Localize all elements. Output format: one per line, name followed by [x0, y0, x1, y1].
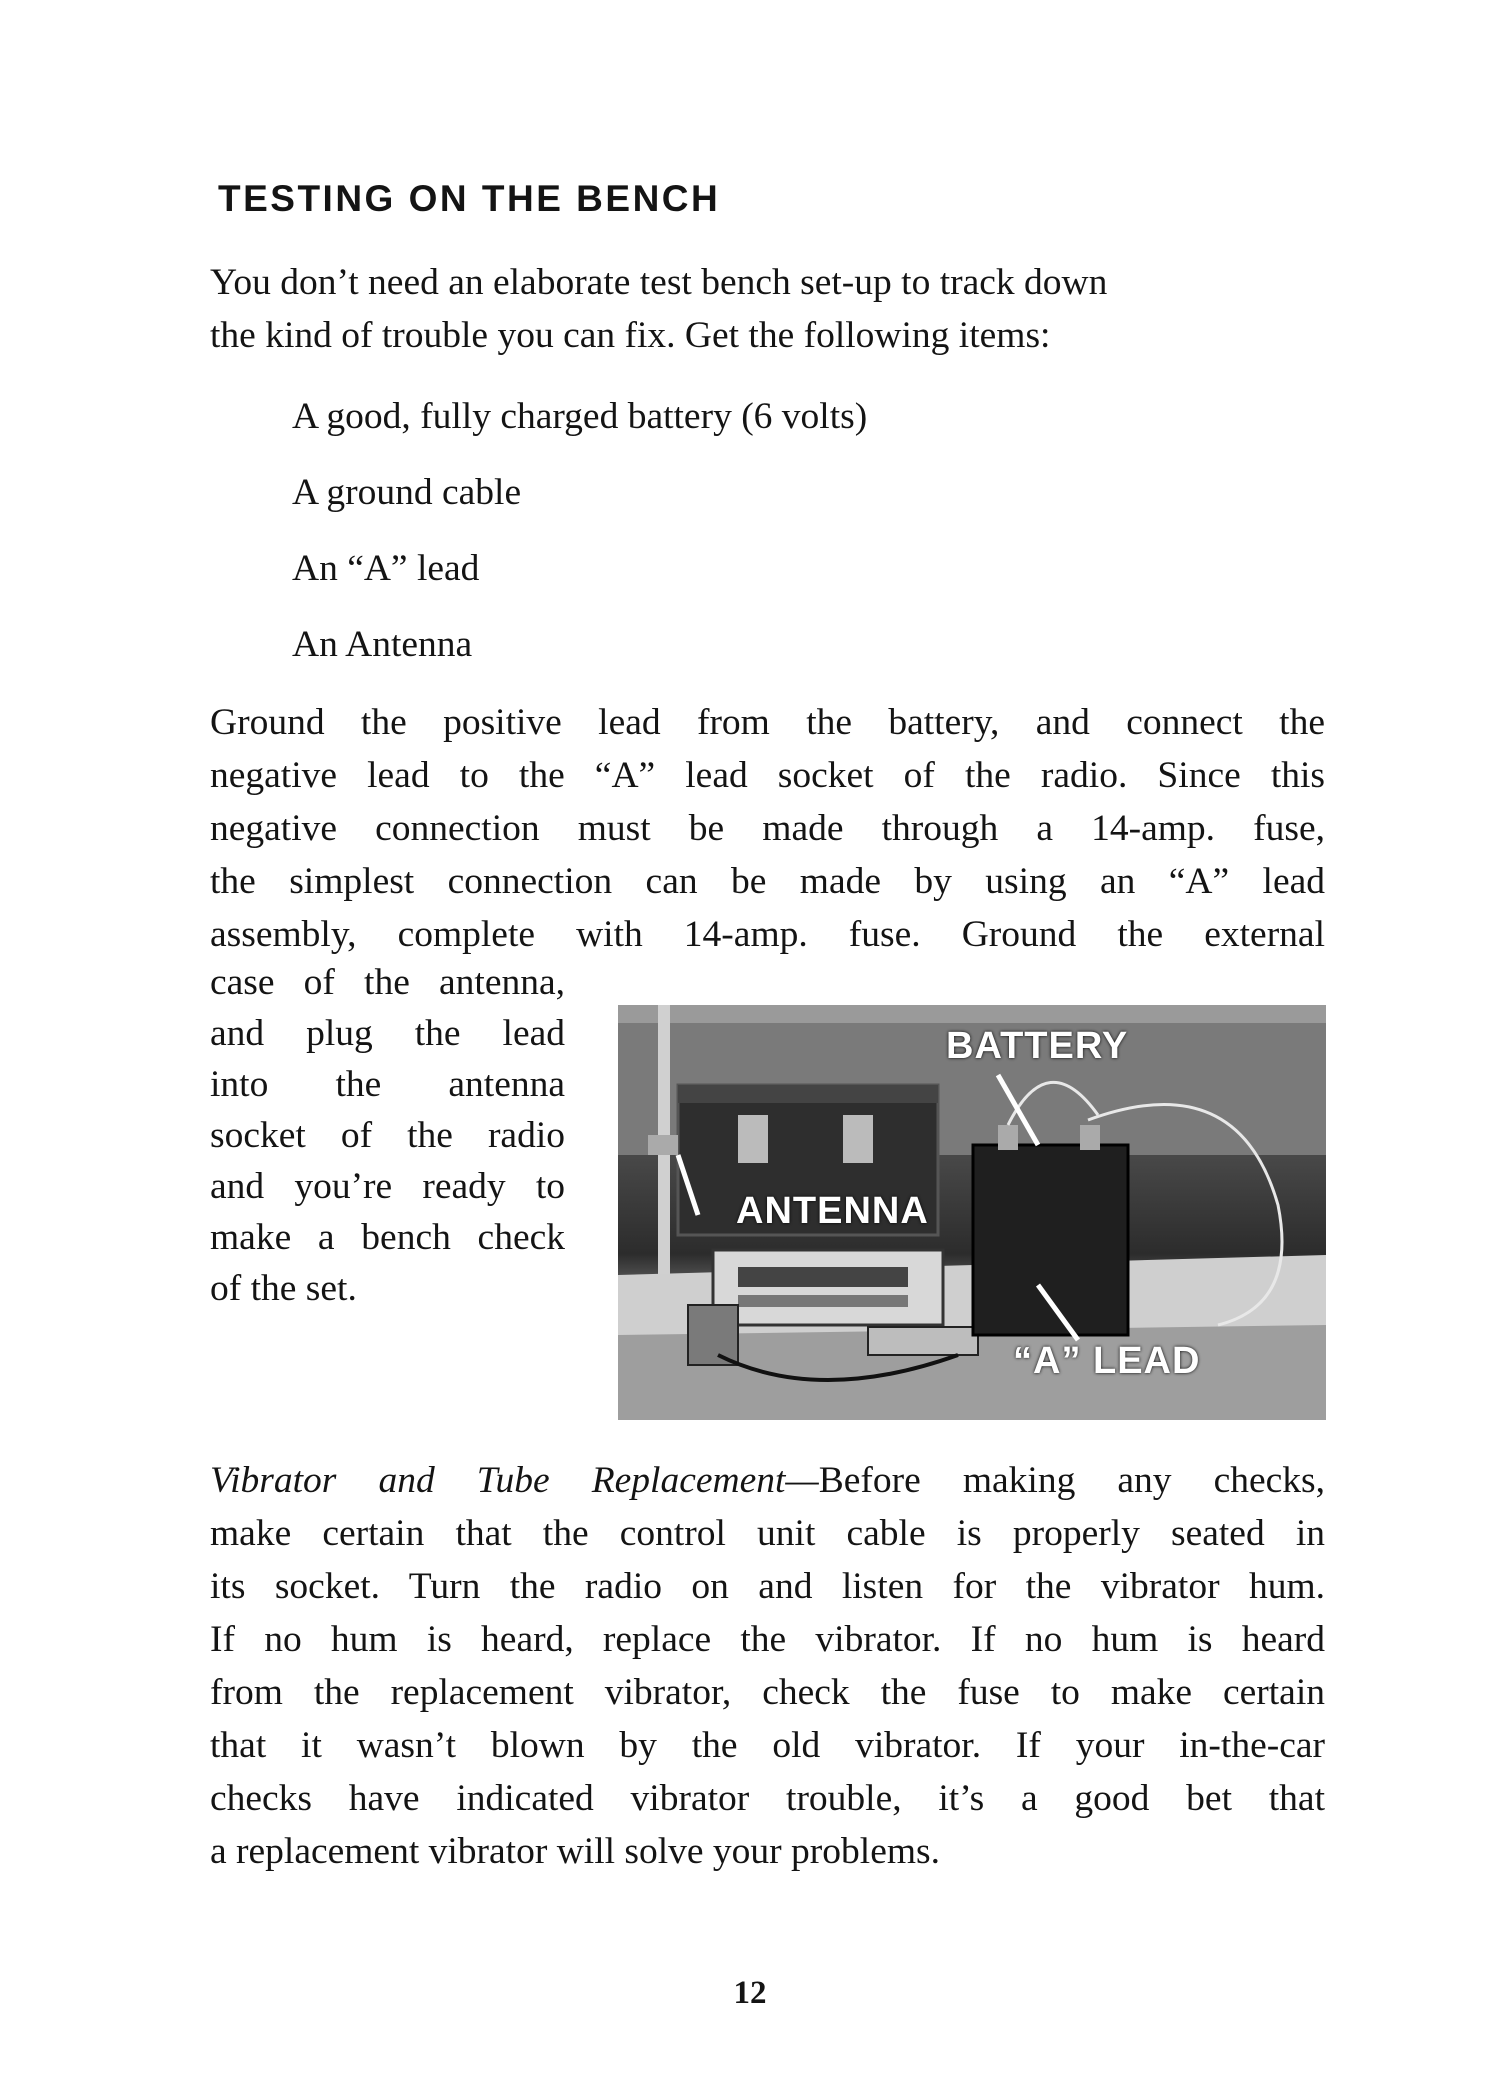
paragraph-line: If no hum is heard, replace the vibrator. If no hum is heard [210, 1619, 1325, 1660]
paragraph-line: make certain that the control unit cable is properly seated in [210, 1513, 1325, 1554]
paragraph-line: negative lead to the “A” lead socket of the radio. Since this [210, 755, 1325, 796]
paragraph-line: case of the antenna, [210, 962, 565, 1003]
list-item: An Antenna [292, 624, 473, 665]
intro-line: the kind of trouble you can fix. Get the following items: [210, 315, 1051, 356]
list-item: An “A” lead [292, 548, 480, 589]
vibrator-paragraph [210, 1454, 1325, 1878]
list-item: A good, fully charged battery (6 volts) [292, 396, 868, 437]
paragraph-line: that it wasn’t blown by the old vibrator. If your in-the-car [210, 1725, 1325, 1766]
paragraph-line: and plug the lead [210, 1013, 565, 1054]
paragraph-line: of the set. [210, 1268, 357, 1309]
paragraph-line: a replacement vibrator will solve your problems. [210, 1831, 940, 1872]
intro-line: You don’t need an elaborate test bench set-up to track down [210, 262, 1108, 303]
paragraph-line: and you’re ready to [210, 1166, 565, 1207]
connection-paragraph [210, 696, 1325, 961]
paragraph-line: make a bench check [210, 1217, 565, 1258]
paragraph-line: checks have indicated vibrator trouble, it’s a good bet that [210, 1778, 1325, 1819]
bench-setup-photo [618, 1005, 1326, 1420]
a-lead-label: “A” LEAD [1013, 1340, 1201, 1382]
intro-paragraph [210, 256, 1325, 362]
paragraph-line: from the replacement vibrator, check the fuse to make certain [210, 1672, 1325, 1713]
items-list [292, 390, 867, 694]
battery-label: BATTERY [946, 1025, 1129, 1067]
subheading-lead: Vibrator and Tube Replacement— [210, 1460, 819, 1501]
page-number: 12 [733, 1975, 767, 2011]
antenna-label: ANTENNA [736, 1190, 929, 1232]
section-heading: TESTING ON THE BENCH [218, 178, 721, 219]
paragraph-line: socket of the radio [210, 1115, 565, 1156]
paragraph-line [210, 1454, 1325, 1507]
paragraph-line: into the antenna [210, 1064, 565, 1105]
paragraph-line: its socket. Turn the radio on and listen for the vibrator hum. [210, 1566, 1325, 1607]
paragraph-line: assembly, complete with 14-amp. fuse. Ground the external [210, 914, 1325, 955]
paragraph-line: the simplest connection can be made by using an “A” lead [210, 861, 1325, 902]
list-item: A ground cable [292, 472, 522, 513]
paragraph-text: Before making any checks, [818, 1460, 1325, 1501]
paragraph-line: negative connection must be made through a 14-amp. fuse, [210, 808, 1325, 849]
wrapped-paragraph [210, 957, 565, 1314]
paragraph-line: Ground the positive lead from the battery, and connect the [210, 702, 1325, 743]
